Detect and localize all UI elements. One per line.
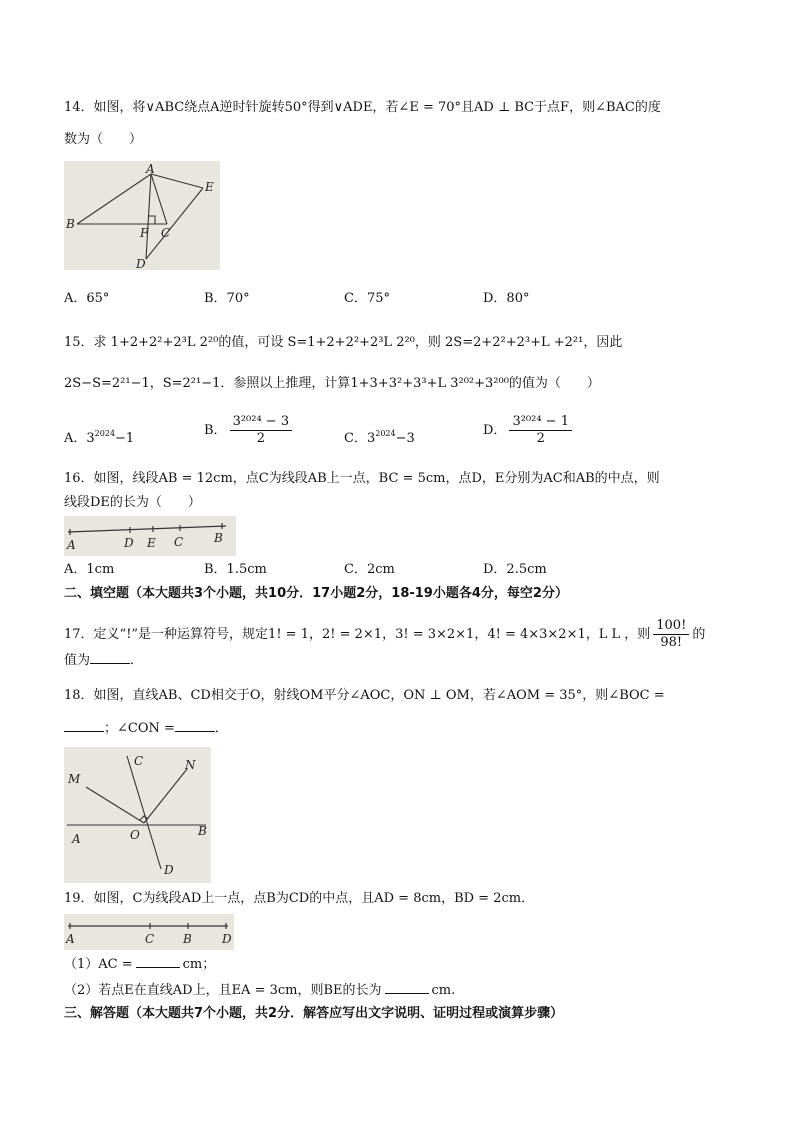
q16-line-ab xyxy=(68,526,226,532)
q19-sub1 xyxy=(64,955,215,975)
q16-label-e: E xyxy=(147,536,156,550)
q18-stem-line2 xyxy=(64,719,228,739)
q19-label-a: A xyxy=(66,932,75,946)
q19-sub1-answer-blank[interactable] xyxy=(136,955,180,968)
q16-option-d[interactable]: D．2.5cm xyxy=(483,562,547,577)
q17-stem-line2 xyxy=(64,651,143,671)
q15-option-b-denominator: 2 xyxy=(256,431,265,446)
q17-stem-line1 xyxy=(64,618,705,651)
q18-ray-on xyxy=(144,769,187,823)
q17-stem-end: 的 xyxy=(692,627,706,642)
q16-label-c: C xyxy=(174,535,184,549)
q19-sub2 xyxy=(64,981,455,1001)
q15-option-c-exponent: 2024 xyxy=(375,429,396,438)
q15-option-d-numerator: 3²⁰²⁴ − 1 xyxy=(509,414,572,431)
q14-option-a[interactable]: A．65° xyxy=(64,291,110,306)
q18-figure xyxy=(64,747,211,883)
q18-label-c: C xyxy=(134,754,144,768)
q14-label-b: B xyxy=(66,217,75,231)
q15-option-a-exponent: 2024 xyxy=(94,429,116,438)
q15-option-c[interactable] xyxy=(344,424,415,449)
q14-segment-ae xyxy=(151,174,203,188)
q17-fraction-numerator: 100! xyxy=(653,618,689,635)
q17-stem-text: 17．定义“!”是一种运算符号，规定1! = 1，2! = 2×1，3! = 3×2×1，4! = 4×3×2×1，L L ，则 xyxy=(64,627,651,642)
q14-label-c: C xyxy=(161,226,171,240)
q15-stem-line1: 15．求 1+2+2²+2³L 2²⁰的值，可设 S=1+2+2²+2³L 2²⁰，则 2S=2+2²+2³+L +2²¹，因此 xyxy=(64,335,623,350)
q18-lines-diagram xyxy=(64,747,211,883)
q15-option-c-tail: −3 xyxy=(395,431,415,446)
q16-figure xyxy=(64,516,236,556)
q18-label-m: M xyxy=(68,772,81,786)
q17-fraction-denominator: 98! xyxy=(660,635,683,650)
q14-label-a: A xyxy=(146,162,155,176)
q16-segment-diagram xyxy=(64,516,236,556)
q18-label-d: D xyxy=(164,863,174,877)
q18-answer-blank-boc[interactable] xyxy=(64,719,104,732)
q15-option-b-numerator: 3²⁰²⁴ − 3 xyxy=(230,414,293,431)
q17-line-end: ． xyxy=(130,653,144,668)
q18-label-n: N xyxy=(185,758,196,772)
q19-label-b: B xyxy=(183,932,192,946)
q14-right-angle-mark xyxy=(149,216,155,224)
q14-stem-line1: 14．如图，将∨ABC绕点A逆时针旋转50°得到∨ADE，若∠E = 70°且AD ⊥ BC于点F，则∠BAC的度 xyxy=(64,100,661,115)
q15-option-d-fraction xyxy=(509,414,572,447)
q19-figure xyxy=(64,914,234,950)
q15-option-d-denominator: 2 xyxy=(536,431,545,446)
section-2-heading: 二、填空题（本大题共3个小题，共10分．17小题2分，18-19小题各4分，每空2分） xyxy=(64,586,568,601)
q19-label-d: D xyxy=(222,932,232,946)
q14-option-b[interactable]: B．70° xyxy=(204,291,250,306)
q16-stem-line1: 16．如图，线段AB = 12cm，点C为线段AB上一点，BC = 5cm，点D，E分别为AC和AB的中点，则 xyxy=(64,471,660,486)
q18-line-end: ． xyxy=(214,721,228,736)
q15-option-b-label: B． xyxy=(204,423,227,438)
q19-sub1-label: （1）AC = xyxy=(64,957,133,972)
q18-answer-blank-con[interactable] xyxy=(175,719,215,732)
q14-label-f: F xyxy=(140,226,149,240)
q14-label-d: D xyxy=(136,257,146,270)
q15-option-d-label: D． xyxy=(483,423,507,438)
q19-sub2-unit: cm. xyxy=(431,983,456,998)
q15-option-a-base: 3 xyxy=(86,431,95,446)
q15-option-d[interactable] xyxy=(483,414,575,447)
q16-label-a: A xyxy=(67,538,76,552)
q17-fraction xyxy=(653,618,689,651)
q15-option-a-label: A． xyxy=(64,431,87,446)
q15-option-c-label: C． xyxy=(344,431,367,446)
q14-figure xyxy=(64,161,220,270)
q18-label-o: O xyxy=(130,828,140,842)
q16-label-b: B xyxy=(214,531,223,545)
q14-label-e: E xyxy=(205,180,214,194)
q15-option-c-base: 3 xyxy=(366,431,376,446)
q14-option-c[interactable]: C．75° xyxy=(344,291,390,306)
q16-label-d: D xyxy=(124,536,134,550)
q16-option-b[interactable]: B．1.5cm xyxy=(204,562,267,577)
q18-con-label: ；∠CON = xyxy=(104,721,175,736)
q14-stem-line2: 数为（ ） xyxy=(64,132,143,147)
q17-value-label: 值为 xyxy=(64,653,91,668)
q15-stem-line2: 2S−S=2²¹−1，S=2²¹−1．参照以上推理，计算1+3+3²+3³+L 3²⁰²+3²⁰⁰的值为（ ） xyxy=(64,376,600,391)
q15-option-a[interactable] xyxy=(64,424,134,449)
q18-ray-om xyxy=(86,787,144,823)
q18-label-b: B xyxy=(198,824,207,838)
q18-stem-line1: 18．如图，直线AB、CD相交于O，射线OM平分∠AOC，ON ⊥ OM，若∠AOM = 35°，则∠BOC = xyxy=(64,688,665,703)
q16-option-c[interactable]: C．2cm xyxy=(344,562,395,577)
q15-option-a-tail: −1 xyxy=(115,431,135,446)
q14-triangle-diagram xyxy=(64,161,220,270)
q17-answer-blank[interactable] xyxy=(90,651,130,664)
q18-label-a: A xyxy=(72,832,81,846)
q16-stem-line2: 线段DE的长为（ ） xyxy=(64,495,201,510)
section-3-heading: 三、解答题（本大题共7个小题，共2分．解答应写出文字说明、证明过程或演算步骤） xyxy=(64,1006,564,1021)
q19-sub2-answer-blank[interactable] xyxy=(385,981,429,994)
q19-segment-diagram xyxy=(64,914,234,950)
q19-sub2-label: （2）若点E在直线AD上，且EA = 3cm，则BE的长为 xyxy=(64,983,382,998)
q19-sub1-unit: cm； xyxy=(182,957,216,972)
q14-segment-ab xyxy=(77,174,151,224)
q14-option-d[interactable]: D．80° xyxy=(483,291,530,306)
q15-option-b[interactable] xyxy=(204,414,295,447)
q18-line-cd xyxy=(127,756,161,869)
q19-label-c: C xyxy=(145,932,155,946)
q19-stem-line1: 19．如图，C为线段AD上一点，点B为CD的中点，且AD = 8cm，BD = 2cm． xyxy=(64,891,535,906)
q15-option-b-fraction xyxy=(230,414,293,447)
q16-option-a[interactable]: A．1cm xyxy=(64,562,115,577)
